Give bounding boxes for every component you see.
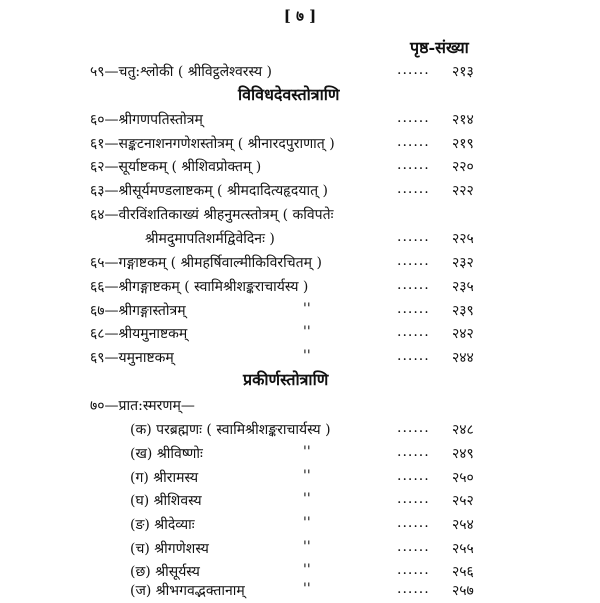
toc-subentry-label: (ख) श्रीविष्णोः [130, 446, 203, 462]
leader-dots: ...... [397, 134, 430, 150]
toc-subentry-label: (च) श्रीगणेशस्य [130, 541, 209, 557]
leader-dots: ...... [397, 539, 430, 555]
ditto-mark: '' [303, 348, 311, 364]
leader-dots: ...... [397, 420, 430, 436]
toc-subentry[interactable] [0, 444, 600, 466]
toc-entry-page: २२५ [452, 231, 474, 247]
toc-entry[interactable] [0, 348, 600, 370]
toc-entry-label-continuation: श्रीमदुमापतिशर्मद्विवेदिनः ) [145, 231, 275, 247]
toc-entry-page: २४८ [452, 422, 474, 438]
toc-entry[interactable] [0, 205, 600, 227]
toc-entry-page: २३९ [452, 303, 474, 319]
toc-subentry[interactable] [0, 468, 600, 490]
toc-entry-label: ६१—सङ्कटनाशनगणेशस्तोत्रम् ( श्रीनारदपुराणात् ) [90, 136, 335, 152]
leader-dots: ...... [397, 324, 430, 340]
leader-dots: ...... [397, 110, 430, 126]
ditto-mark: '' [303, 562, 311, 578]
toc-entry-page: २४२ [452, 326, 474, 342]
section-heading-prakirna: प्रकीर्णस्तोत्राणि [243, 370, 329, 389]
toc-entry-label: ६७—श्रीगङ्गास्तोत्रम् [90, 303, 186, 319]
leader-dots: ...... [397, 468, 430, 484]
toc-entry-page: २२० [452, 159, 474, 175]
toc-entry[interactable] [0, 253, 600, 275]
leader-dots: ...... [397, 515, 430, 531]
ditto-mark: '' [303, 515, 311, 531]
toc-entry[interactable] [0, 62, 600, 84]
toc-entry-label: ६०—श्रीगणपतिस्तोत्रम् [90, 112, 203, 128]
page-number: [ ७ ] [283, 7, 317, 25]
leader-dots: ...... [397, 562, 430, 578]
toc-entry-page: २१४ [452, 112, 474, 128]
leader-dots: ...... [397, 444, 430, 460]
toc-subentry-label: (ङ) श्रीदेव्याः [130, 517, 195, 533]
toc-entry[interactable] [0, 324, 600, 346]
toc-subentry-label: (छ) श्रीसूर्यस्य [130, 564, 200, 580]
ditto-mark: '' [303, 444, 311, 460]
leader-dots: ...... [397, 157, 430, 173]
toc-subentry-label: (ग) श्रीरामस्य [130, 470, 199, 486]
leader-dots: ...... [397, 277, 430, 293]
toc-entry-label: ६२—सूर्याष्टकम् ( श्रीशिवप्रोक्तम् ) [90, 159, 262, 175]
toc-entry-label: ६३—श्रीसूर्यमण्डलाष्टकम् ( श्रीमदादित्यहृदयात् ) [90, 183, 328, 199]
leader-dots: ...... [397, 229, 430, 245]
toc-entry-page: २२२ [452, 183, 474, 199]
toc-entry-page: २५० [452, 470, 474, 486]
toc-entry-label: ६५—गङ्गाष्टकम् ( श्रीमहर्षिवाल्मीकिविरचितम् ) [90, 255, 322, 271]
toc-entry-page: २५७ [452, 583, 474, 599]
leader-dots: ...... [397, 491, 430, 507]
toc-entry-page: २५४ [452, 517, 474, 533]
leader-dots: ...... [397, 62, 430, 78]
toc-entry-continuation[interactable] [0, 229, 600, 251]
toc-entry[interactable] [0, 396, 600, 418]
toc-entry[interactable] [0, 277, 600, 299]
leader-dots: ...... [397, 253, 430, 269]
ditto-mark: '' [303, 539, 311, 555]
toc-entry-label: ६८—श्रीयमुनाष्टकम् [90, 326, 188, 342]
toc-entry-page: २५५ [452, 541, 474, 557]
toc-entry[interactable] [0, 181, 600, 203]
ditto-mark: '' [303, 301, 311, 317]
toc-entry-label: ६९—यमुनाष्टकम् [90, 350, 174, 366]
page-count-column-header: पृष्ठ-संख्या [410, 38, 469, 57]
toc-entry-label: ६४—वीरविंशतिकाख्यं श्रीहनुमत्स्तोत्रम् ( कविपतेः [90, 207, 334, 223]
toc-entry[interactable] [0, 157, 600, 179]
ditto-mark: '' [303, 468, 311, 484]
toc-subentry[interactable] [0, 539, 600, 561]
toc-entry-label: ५९—चतु:श्लोकी ( श्रीविट्ठलेश्वरस्य ) [90, 64, 272, 80]
leader-dots: ...... [397, 181, 430, 197]
toc-entry-label: ७०—प्रात:स्मरणम्— [90, 398, 195, 414]
ditto-mark: '' [303, 581, 311, 597]
ditto-mark: '' [303, 491, 311, 507]
toc-entry[interactable] [0, 301, 600, 323]
leader-dots: ...... [397, 348, 430, 364]
toc-entry-label: ६६—श्रीगङ्गाष्टकम् ( स्वामिश्रीशङ्कराचार्यस्य ) [90, 279, 309, 295]
toc-entry[interactable] [0, 110, 600, 132]
toc-subentry[interactable] [0, 491, 600, 513]
toc-subentry-label: (घ) श्रीशिवस्य [130, 493, 202, 509]
toc-subentry-label: (ज) श्रीभगवद्भक्तानाम् [130, 583, 245, 599]
toc-entry-page: २४४ [452, 350, 474, 366]
toc-subentry[interactable] [0, 420, 600, 442]
leader-dots: ...... [397, 581, 430, 597]
toc-subentry[interactable] [0, 515, 600, 537]
toc-entry-page: २५६ [452, 564, 474, 580]
toc-entry-page: २५२ [452, 493, 474, 509]
toc-entry-page: २१९ [452, 136, 474, 152]
ditto-mark: '' [303, 324, 311, 340]
leader-dots: ...... [397, 301, 430, 317]
toc-entry-page: २४९ [452, 446, 474, 462]
toc-subentry-label: (क) परब्रह्मणः ( स्वामिश्रीशङ्कराचार्यस्य ) [130, 422, 331, 438]
toc-entry-page: २१३ [452, 64, 474, 80]
toc-entry[interactable] [0, 134, 600, 156]
toc-entry-page: २३५ [452, 279, 474, 295]
toc-entry-page: २३२ [452, 255, 474, 271]
section-heading-vividhadeva: विविधदेवस्तोत्राणि [238, 85, 340, 104]
